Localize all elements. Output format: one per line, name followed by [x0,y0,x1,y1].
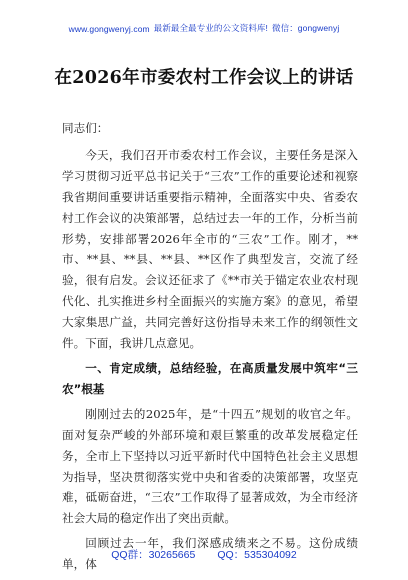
footer-qq: QQ：535304092 [217,548,297,561]
footer-qq-group: QQ群：30265665 [111,548,196,561]
header-bar [0,0,408,34]
header-wechat: 微信：gongwenyj [272,23,340,33]
document-body [62,118,358,579]
section-heading: 一、肯定成绩，总结经验，在高质量发展中筑牢“三农”根基 [62,360,358,396]
body-paragraph: 回顾过去一年，我们深感成绩来之不易。这份成绩单，体 [62,536,358,572]
body-paragraph: 刚刚过去的2025年，是“十四五”规划的收官之年。面对复杂严峻的外部环境和艰巨繁重的改革发展稳定任务，全市上下坚持以习近平新时代中国特色社会主义思想为指导，坚决贯彻落实党中央和省委的决策部署，攻坚克难，砥砺奋进，“三农”工作取得了显著成效，为全市经济社会大局的稳定作出了突出贡献。 [62,406,358,526]
salutation: 同志们： [62,121,109,135]
body-paragraph: 今天，我们召开市委农村工作会议，主要任务是深入学习贯彻习近平总书记关于“三农”工作的重要论述和视察我省期间重要讲话重要指示精神，全面落实中央、省委农村工作会议的决策部署，总结过去一年的工作，分析当前形势，安排部署2026年全市的“三农”工作。刚才，**市、**县、**县、**县、**区作了典型发言，交流了经验，很有启发。会议还征求了《**市关于锚定农业农村现代化、扎实推进乡村全面振兴的实施方案》的意见，希望大家集思广益，共同完善好这份指导未来工作的纲领性文件。下面，我讲几点意见。 [62,147,358,351]
header-slogan: 最新最全最专业的公文资料库! [153,23,268,33]
header-website-link[interactable]: www.gongwenyj.com [68,24,150,34]
document-title: 在2026年市委农村工作会议上的讲话 [54,68,354,88]
footer-bar [0,544,408,564]
